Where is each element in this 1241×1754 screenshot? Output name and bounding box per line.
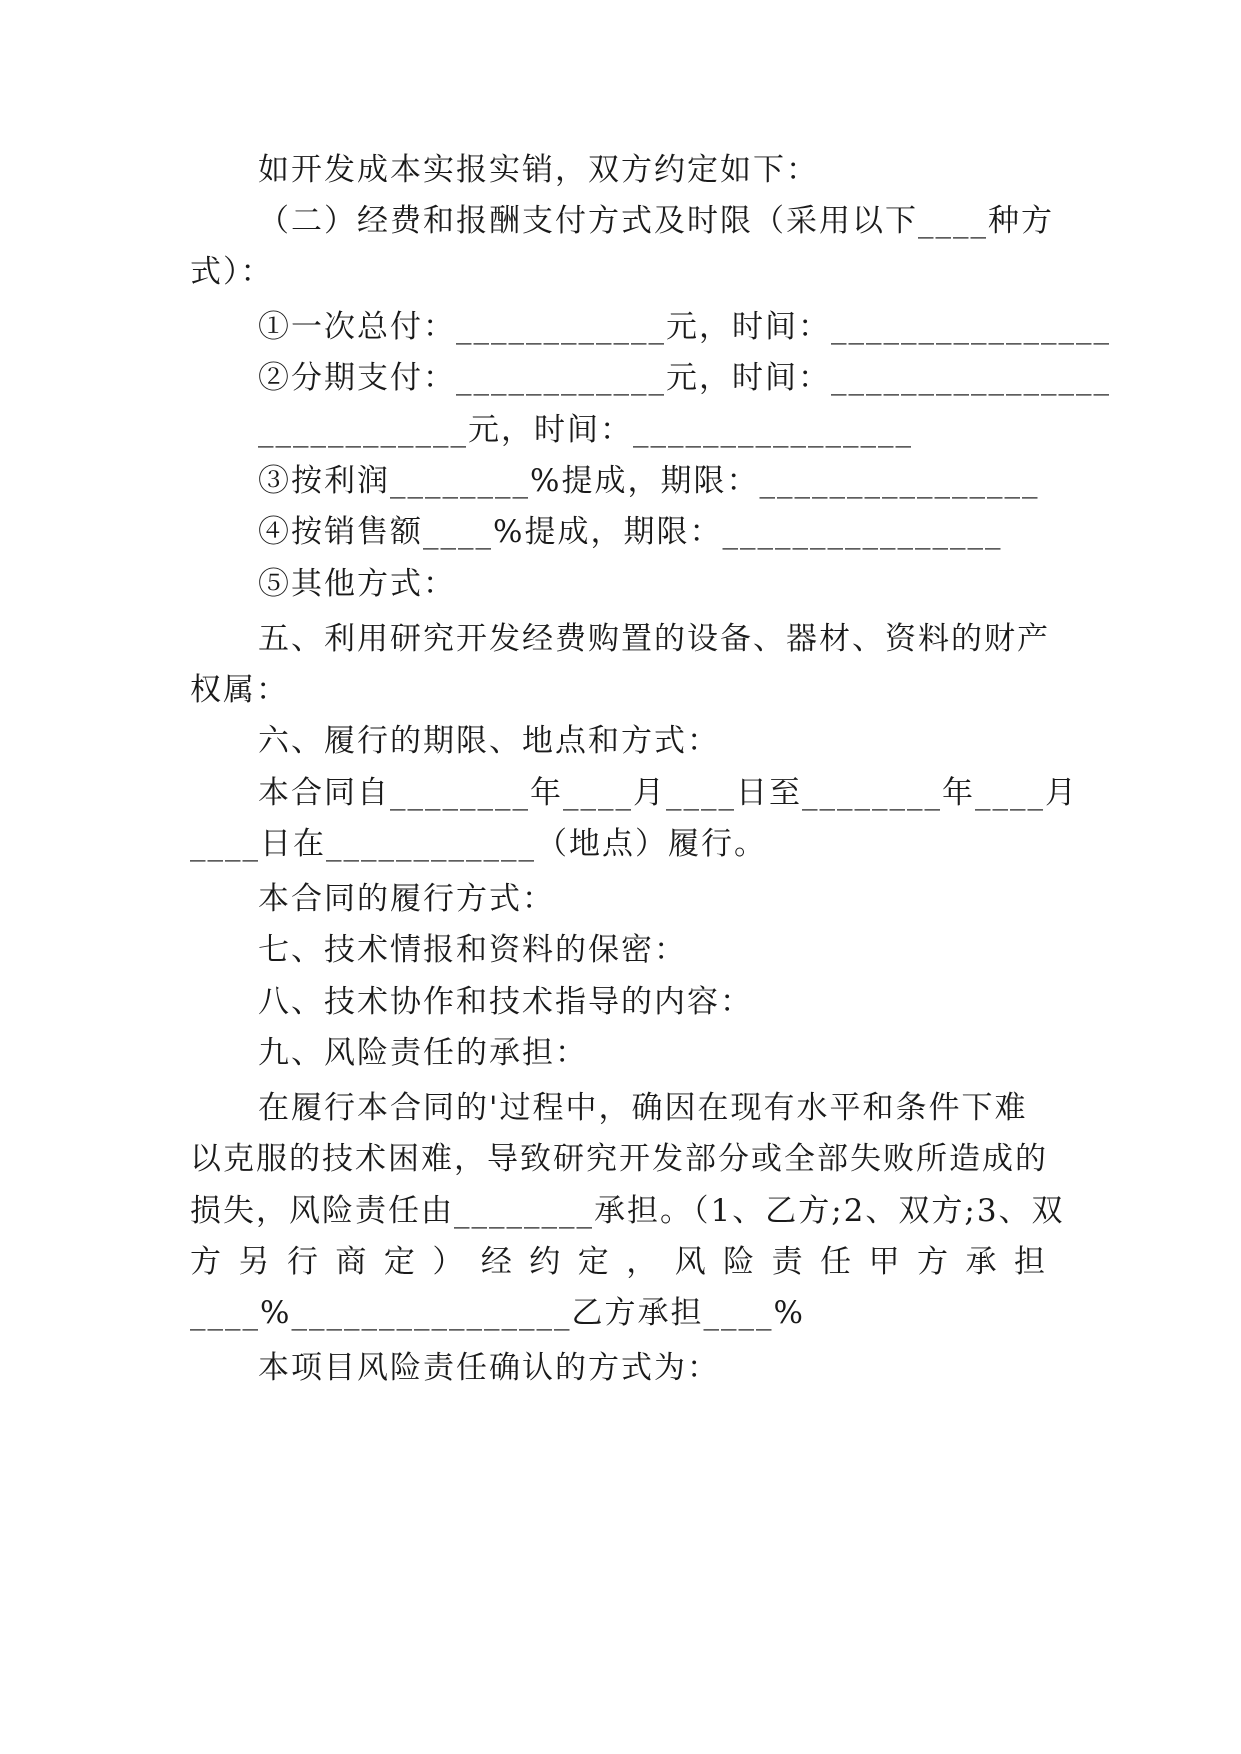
text-line: 本合同的履行方式： <box>258 881 555 917</box>
text-line: 在履行本合同的'过程中，确因在现有水平和条件下难 <box>258 1090 1028 1126</box>
text-line: ①一次总付：____________元，时间：________________ <box>258 309 1111 345</box>
text-line: ____日在____________（地点）履行。 <box>190 826 767 862</box>
text-line: 权属： <box>190 672 289 708</box>
text-line: 七、技术情报和资料的保密： <box>258 932 687 968</box>
text-line: 如开发成本实报实销，双方约定如下： <box>258 152 819 188</box>
text-line: 式）： <box>190 254 274 290</box>
text-line: 六、履行的期限、地点和方式： <box>258 723 720 759</box>
text-line: 九、风险责任的承担： <box>258 1035 588 1071</box>
text-line: ③按利润________%提成，期限：________________ <box>258 463 1040 499</box>
text-line: ⑤其他方式： <box>258 566 456 602</box>
text-line: 以克服的技术困难，导致研究开发部分或全部失败所造成的 <box>190 1141 1048 1177</box>
text-line: 五、利用研究开发经费购置的设备、器材、资料的财产 <box>258 621 1050 657</box>
text-line: 八、技术协作和技术指导的内容： <box>258 984 753 1020</box>
text-line: 方 另 行 商 定 ） 经 约 定 ， 风 险 责 任 甲 方 承 担 <box>190 1244 1047 1280</box>
text-line: 本合同自________年____月____日至________年____月 <box>258 775 1078 811</box>
text-line: 本项目风险责任确认的方式为： <box>258 1350 720 1386</box>
text-line: ②分期支付：____________元，时间：________________ <box>258 360 1111 396</box>
text-line: ④按销售额____%提成，期限：________________ <box>258 514 1003 550</box>
text-line: ____________元，时间：________________ <box>258 412 913 448</box>
text-line: ____%________________乙方承担____% <box>190 1295 805 1331</box>
text-line: （二）经费和报酬支付方式及时限（采用以下____种方 <box>258 203 1054 239</box>
text-line: 损失，风险责任由________承担。（1、乙方;2、双方;3、双 <box>190 1193 1065 1229</box>
